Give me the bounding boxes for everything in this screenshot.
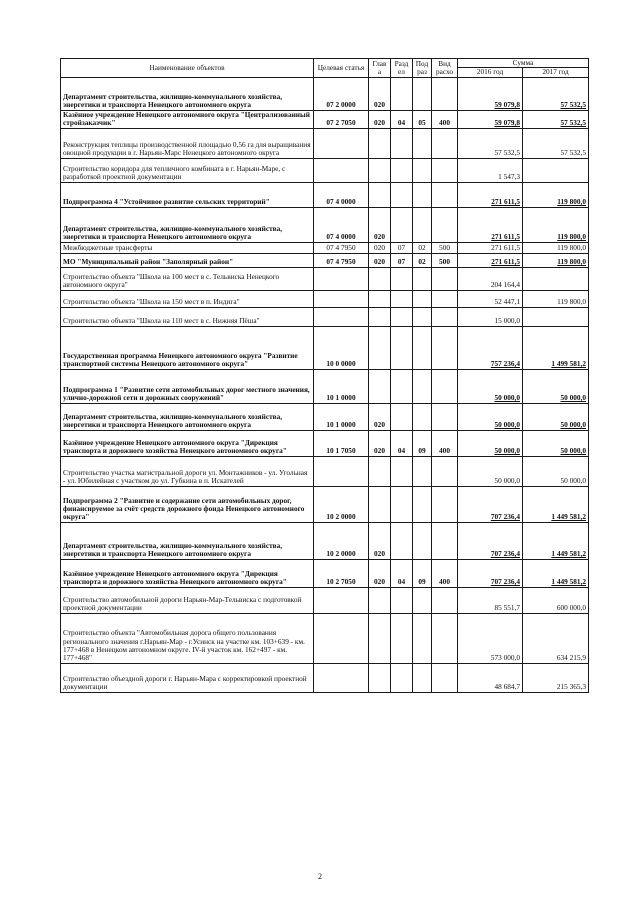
table-row [61,663,589,692]
cell-2017: 600 000,0 [523,587,589,613]
cell-chief [369,290,391,307]
cell-name: Подпрограмма 1 "Развитие сети автомобильных дорог местного значения, улично-дорожной сети и дорожных сооружений" [61,369,314,403]
cell-chief [369,587,391,613]
cell-subsection [413,613,432,663]
cell-name: Казённое учреждение Ненецкого автономного округа "Централизованный стройзаказчик" [61,110,314,128]
table-row [61,128,589,158]
cell-subsection [413,403,432,430]
cell-subsection: 09 [413,430,432,456]
cell-2016: 57 532,5 [458,128,523,158]
cell-2017: 57 532,5 [523,77,589,110]
cell-section [391,326,413,369]
cell-target: 10 2 7050 [314,559,369,587]
cell-target: 10 2 0000 [314,486,369,522]
cell-chief: 020 [369,242,391,253]
cell-section: 07 [391,253,413,267]
cell-name: Строительство объекта "Школа на 150 мест в п. Индига" [61,290,314,307]
cell-2016: 271 611,5 [458,182,523,207]
table-row [61,77,589,110]
cell-chief: 020 [369,110,391,128]
cell-2016: 50 000,0 [458,430,523,456]
cell-target: 10 1 0000 [314,369,369,403]
cell-section [391,158,413,182]
cell-section [391,307,413,326]
header-2017: 2017 год [523,68,589,77]
table-row [61,587,589,613]
cell-chief: 020 [369,77,391,110]
table-row [61,559,589,587]
cell-chief [369,128,391,158]
cell-2016: 50 000,0 [458,369,523,403]
table-row [61,326,589,369]
cell-name: Подпрограмма 2 "Развитие и содержание сети автомобильных дорог, финансируемое за счёт средств дорожного фонда Ненецкого автономного округа" [61,486,314,522]
cell-section [391,267,413,290]
cell-target: 10 1 0000 [314,403,369,430]
cell-name: МО "Муниципальный район "Заполярный район" [61,253,314,267]
cell-chief: 020 [369,522,391,559]
table-row [61,253,589,267]
cell-2016: 707 236,4 [458,522,523,559]
cell-name: Строительство объекта "Школа на 110 мест в с. Нижняя Пёша" [61,307,314,326]
cell-2017: 119 800,0 [523,253,589,267]
cell-2016: 757 236,4 [458,326,523,369]
cell-section: 04 [391,430,413,456]
cell-section: 07 [391,242,413,253]
cell-subsection [413,307,432,326]
cell-expense-type: 400 [432,110,458,128]
header-subsection: Под раз [413,59,432,78]
cell-2016: 15 000,0 [458,307,523,326]
cell-section [391,663,413,692]
cell-section [391,290,413,307]
cell-expense-type [432,182,458,207]
cell-section [391,613,413,663]
cell-chief [369,456,391,486]
cell-section [391,207,413,242]
table-row [61,158,589,182]
cell-expense-type [432,369,458,403]
table-row [61,307,589,326]
cell-2017: 119 800,0 [523,242,589,253]
cell-target: 07 4 7950 [314,253,369,267]
cell-name: Строительство коридора для тепличного комбината в г. Нарьян-Маре, с разработкой проектной документации [61,158,314,182]
cell-target [314,128,369,158]
cell-2017 [523,307,589,326]
table-row [61,182,589,207]
cell-chief: 020 [369,207,391,242]
cell-subsection [413,290,432,307]
cell-2017: 119 800,0 [523,290,589,307]
cell-target: 07 2 7050 [314,110,369,128]
cell-section [391,403,413,430]
table-row [61,486,589,522]
cell-section: 04 [391,110,413,128]
cell-chief: 020 [369,559,391,587]
cell-section [391,486,413,522]
header-target: Целевая статья [314,59,369,78]
table-body [61,77,589,692]
cell-subsection [413,587,432,613]
cell-target: 07 4 0000 [314,207,369,242]
cell-target [314,267,369,290]
cell-expense-type [432,267,458,290]
table-row [61,613,589,663]
cell-section [391,128,413,158]
cell-chief [369,182,391,207]
cell-2016: 59 079,8 [458,77,523,110]
table-row [61,110,589,128]
cell-2017: 119 800,0 [523,207,589,242]
cell-2017: 1 449 581,2 [523,522,589,559]
cell-expense-type [432,290,458,307]
header-sum: Сумма [458,59,589,68]
cell-2017 [523,267,589,290]
cell-2017: 50 000,0 [523,369,589,403]
table-row [61,369,589,403]
cell-2016: 50 000,0 [458,403,523,430]
cell-chief [369,613,391,663]
cell-name: Реконструкция теплицы производственной площадью 0,56 га для выращивания овощной продукции в г. Нарьян-Марс Ненецкого автономного округа [61,128,314,158]
cell-2016: 85 551,7 [458,587,523,613]
cell-subsection [413,182,432,207]
cell-name: Департамент строительства, жилищно-коммунального хозяйства, энергетики и транспорта Ненецкого автономного округа [61,403,314,430]
header-expense-type: Вид расхо [432,59,458,78]
cell-2017: 634 215,9 [523,613,589,663]
cell-expense-type [432,207,458,242]
table-row [61,290,589,307]
cell-expense-type: 500 [432,253,458,267]
cell-target [314,587,369,613]
header-section: Разд ел [391,59,413,78]
cell-target: 10 1 7050 [314,430,369,456]
cell-name: Строительство объекта "Автомобильная дорога общего пользования регионального значения г.Нарьян-Мар - г.Усинск на участке км. 103+639 - км. 177+468 в Ненецком автономном округе. IV-й участок км. 162+497 - км. 177+468" [61,613,314,663]
cell-target [314,613,369,663]
cell-section [391,369,413,403]
cell-section [391,77,413,110]
cell-2016: 271 611,5 [458,242,523,253]
cell-name: Строительство объездной дороги г. Нарьян-Мара с корректировкой проектной документации [61,663,314,692]
cell-name: Межбюджетные трансферты [61,242,314,253]
cell-expense-type [432,587,458,613]
header-chief: Глав а [369,59,391,78]
cell-target [314,663,369,692]
cell-2017: 1 499 581,2 [523,326,589,369]
cell-chief [369,307,391,326]
cell-expense-type [432,326,458,369]
page-number: 2 [318,872,322,881]
table-row [61,207,589,242]
cell-expense-type [432,522,458,559]
cell-subsection [413,77,432,110]
cell-subsection [413,158,432,182]
cell-name: Казённое учреждение Ненецкого автономного округа "Дирекция транспорта и дорожного хозяйства Ненецкого автономного округа" [61,559,314,587]
cell-section [391,456,413,486]
cell-subsection [413,369,432,403]
cell-expense-type [432,486,458,522]
cell-name: Департамент строительства, жилищно-коммунального хозяйства, энергетики и транспорта Ненецкого автономного округа [61,522,314,559]
cell-subsection [413,522,432,559]
cell-subsection: 02 [413,253,432,267]
cell-subsection [413,267,432,290]
header-name: Наименование объектов [61,59,314,78]
cell-2016: 59 079,8 [458,110,523,128]
cell-expense-type [432,663,458,692]
cell-section [391,587,413,613]
cell-chief [369,369,391,403]
cell-subsection [413,663,432,692]
cell-2016: 707 236,4 [458,559,523,587]
table-row [61,242,589,253]
cell-name: Строительство объекта "Школа на 100 мест в с. Тельвиска Ненецкого автономного округа" [61,267,314,290]
cell-expense-type [432,613,458,663]
document-page [60,58,588,693]
cell-target: 07 4 0000 [314,182,369,207]
cell-expense-type [432,158,458,182]
cell-name: Строительство участка магистральной дороги ул. Монтажников - ул. Угольная - ул. Юбилейная с участком до ул. Губкина в п. Искателей [61,456,314,486]
cell-expense-type [432,307,458,326]
cell-subsection [413,128,432,158]
cell-chief [369,326,391,369]
cell-2016: 50 000,0 [458,456,523,486]
cell-target: 10 2 0000 [314,522,369,559]
cell-chief [369,663,391,692]
cell-target [314,456,369,486]
cell-2017: 50 000,0 [523,403,589,430]
cell-expense-type [432,77,458,110]
cell-name: Подпрограмма 4 "Устойчивое развитие сельских территорий" [61,182,314,207]
cell-subsection [413,326,432,369]
cell-chief: 020 [369,253,391,267]
cell-target [314,158,369,182]
cell-subsection [413,486,432,522]
cell-target [314,307,369,326]
cell-chief: 020 [369,403,391,430]
cell-subsection: 09 [413,559,432,587]
cell-subsection [413,207,432,242]
cell-2017: 1 449 581,2 [523,486,589,522]
cell-2017: 57 532,5 [523,128,589,158]
cell-2016: 204 164,4 [458,267,523,290]
cell-subsection [413,456,432,486]
cell-section: 04 [391,559,413,587]
cell-expense-type [432,456,458,486]
cell-section [391,522,413,559]
cell-2016: 271 611,5 [458,253,523,267]
cell-target: 10 0 0000 [314,326,369,369]
cell-expense-type [432,128,458,158]
cell-2016: 707 236,4 [458,486,523,522]
table-row [61,456,589,486]
header-2016: 2016 год [458,68,523,77]
budget-table [60,58,589,693]
table-row [61,403,589,430]
cell-expense-type: 400 [432,559,458,587]
cell-2016: 52 447,1 [458,290,523,307]
cell-2016: 48 684,7 [458,663,523,692]
cell-target: 07 2 0000 [314,77,369,110]
cell-target [314,290,369,307]
cell-name: Государственная программа Ненецкого автономного округа "Развитие транспортной системы Ненецкого автономного округа" [61,326,314,369]
cell-2016: 1 547,3 [458,158,523,182]
cell-name: Департамент строительства, жилищно-коммунального хозяйства, энергетики и транспорта Ненецкого автономного округа [61,77,314,110]
cell-chief [369,267,391,290]
cell-section [391,182,413,207]
cell-expense-type: 500 [432,242,458,253]
cell-target: 07 4 7950 [314,242,369,253]
cell-2017: 57 532,5 [523,110,589,128]
cell-2017: 50 000,0 [523,430,589,456]
cell-subsection: 05 [413,110,432,128]
cell-2016: 573 000,0 [458,613,523,663]
cell-2016: 271 611,5 [458,207,523,242]
cell-name: Казённое учреждение Ненецкого автономного округа "Дирекция транспорта и дорожного хозяйства Ненецкого автономного округа" [61,430,314,456]
cell-chief [369,486,391,522]
cell-subsection: 02 [413,242,432,253]
cell-2017: 50 000,0 [523,456,589,486]
cell-2017 [523,158,589,182]
cell-name: Строительство автомобильной дороги Нарьян-Мар-Тельвиска с подготовкой проектной документации [61,587,314,613]
table-row [61,430,589,456]
cell-2017: 215 365,3 [523,663,589,692]
cell-2017: 119 800,0 [523,182,589,207]
cell-chief [369,158,391,182]
cell-expense-type: 400 [432,430,458,456]
cell-name: Департамент строительства, жилищно-коммунального хозяйства, энергетики и транспорта Ненецкого автономного округа [61,207,314,242]
cell-2017: 1 449 581,2 [523,559,589,587]
table-row [61,267,589,290]
cell-expense-type [432,403,458,430]
cell-chief: 020 [369,430,391,456]
table-row [61,522,589,559]
